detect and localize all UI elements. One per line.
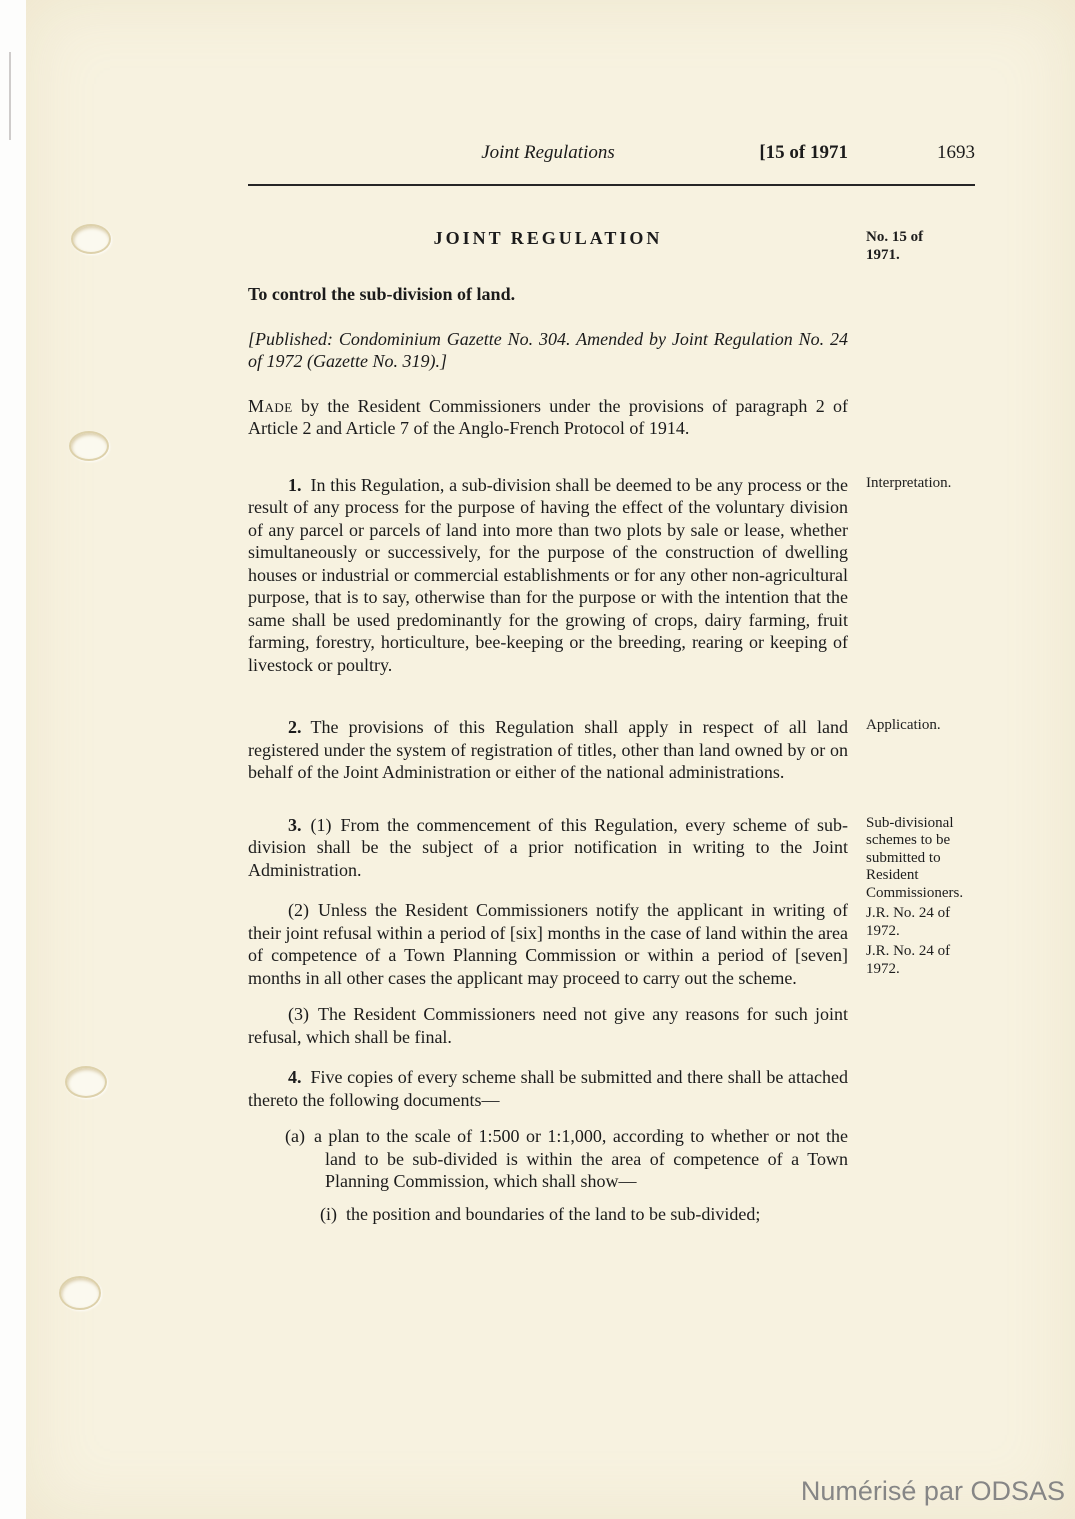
section-1 (248, 474, 975, 677)
citation: [15 of 1971 (759, 142, 848, 163)
punch-hole (71, 224, 111, 254)
item-i-label: (i) (320, 1203, 337, 1224)
section-1-number: 1. (288, 474, 302, 495)
doc-title: JOINT REGULATION (433, 228, 663, 248)
section-3-sub-1-text: From the commencement of this Regulation, every scheme of sub-division shall be the subject of a prior notification in writing to the Joint Administration. (248, 814, 848, 880)
section-3-sub-2-label: (2) (288, 900, 309, 920)
section-2-text: The provisions of this Regulation shall apply in respect of all land registered under the system of registration of titles, other than land owned by or on behalf of the Joint Administration or either of the national administrations. (248, 717, 848, 782)
paper-sheet (26, 0, 1075, 1519)
scan-edge-line (9, 52, 11, 140)
section-3-sub-3-label: (3) (288, 1004, 309, 1024)
item-a-text: a plan to the scale of 1:500 or 1:1,000, according to whether or not the land to be sub-divided is within the area of competence of a Town Planning Commission, which shall show— (313, 1126, 848, 1191)
header-rule (248, 184, 975, 186)
section-4-item-a (248, 1125, 848, 1193)
margin-note-jr-amendment-2: J.R. No. 24 of 1972. (866, 943, 951, 977)
section-1-paragraph (248, 474, 848, 677)
section-3-sub-1 (248, 814, 848, 882)
margin-note-stack (866, 815, 975, 982)
item-a-label: (a) (285, 1126, 305, 1146)
margin-note-application: Application. (866, 717, 941, 733)
page-content (248, 0, 975, 1225)
punch-hole (59, 1276, 101, 1310)
enacting-rest: by the Resident Commissioners under the provisions of paragraph 2 of Article 2 and Article 7 of the Anglo-French Protocol of 1914. (248, 395, 848, 438)
running-title: Joint Regulations (481, 142, 615, 163)
published-note: [Published: Condominium Gazette No. 304. Amended by Joint Regulation No. 24 of 1972 (Gazette No. 319).] (248, 328, 848, 371)
margin-note-jr-amendment-1: J.R. No. 24 of 1972. (866, 905, 951, 939)
section-3 (248, 814, 975, 1049)
page-header (248, 142, 975, 168)
margin-note-regulation-number: No. 15 of 1971. (866, 229, 924, 263)
section-4-paragraph (248, 1066, 848, 1111)
section-2 (248, 716, 975, 784)
enacting-lead: Made (248, 395, 293, 416)
section-1-text: In this Regulation, a sub-division shall be deemed to be any process or the result of any process for the purpose of having the effect of the voluntary division of any parcel or parcels of land into more than two plots by sale or lease, whether simultaneously or successively, for the purpose of the construction of dwelling houses or industrial or commercial establishments or for any other non-agricultural purpose, that is to say, otherwise than for the purpose or with the intention that the same shall be used predominantly for the growing of crops, dairy farming, fruit farming, forestry, horticulture, bee-keeping or the breeding, rearing or keeping of livestock or poultry. (248, 474, 848, 675)
doc-subtitle: To control the sub-division of land. (248, 284, 516, 304)
margin-note-interpretation: Interpretation. (866, 474, 952, 491)
section-3-sub-3 (248, 1003, 848, 1048)
section-3-sub-1-label: (1) (310, 814, 332, 835)
odsas-watermark: Numérisé par ODSAS (800, 1476, 1065, 1506)
page-number: 1693 (937, 142, 975, 163)
section-4-number: 4. (288, 1067, 302, 1087)
section-3-sub-3-text: The Resident Commissioners need not give any reasons for such joint refusal, which shall be final. (248, 1004, 848, 1047)
margin-note-subdivisional-schemes: Sub-divisional schemes to be submitted to Resident Commissioners. (866, 814, 964, 901)
section-3-number: 3. (288, 814, 302, 835)
title-row (248, 228, 975, 263)
punch-hole (65, 1066, 107, 1098)
item-i-text: the position and boundaries of the land to be sub-divided; (346, 1203, 761, 1224)
section-4-item-i (248, 1203, 848, 1226)
section-3-sub-2 (248, 899, 848, 989)
section-4 (248, 1066, 975, 1225)
section-2-paragraph (248, 716, 848, 784)
section-2-number: 2. (288, 717, 302, 737)
section-3-sub-2-text: Unless the Resident Commissioners notify the applicant in writing of their joint refusal within a period of [six] months in the case of land within the area of competence of a Town Planning Commission or within a period of [seven] months in all other cases the applicant may proceed to carry out the scheme. (248, 900, 848, 988)
punch-hole (69, 431, 109, 461)
section-4-text: Five copies of every scheme shall be submitted and there shall be attached thereto the following documents— (248, 1067, 848, 1110)
enacting-clause (248, 395, 848, 440)
